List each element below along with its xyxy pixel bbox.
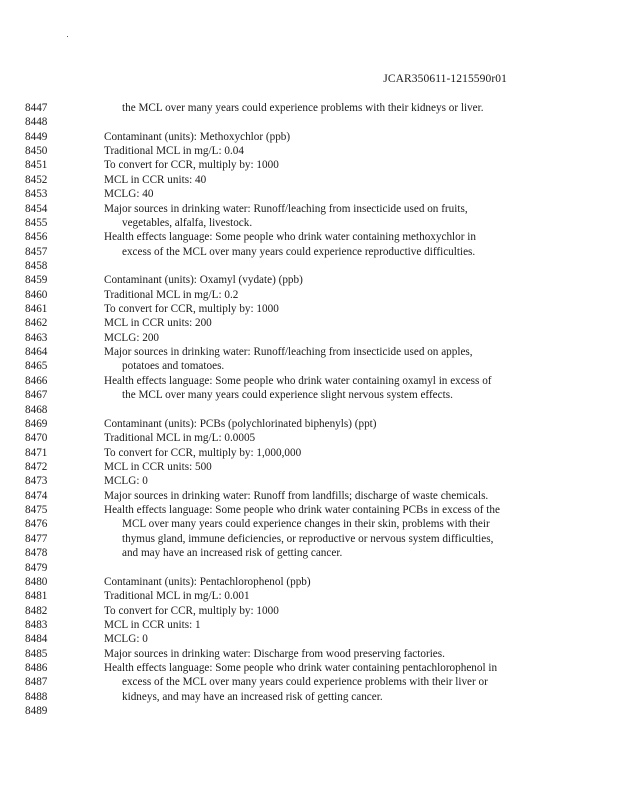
line-number: 8469 <box>25 417 48 430</box>
line-text: MCLG: 40 <box>104 188 154 201</box>
line-text: the MCL over many years could experience problems with their kidneys or liver. <box>122 102 484 114</box>
scan-speck <box>67 36 68 37</box>
line-text: Health effects language: Some people who drink water containing PCBs in excess of the <box>104 504 500 517</box>
document-line <box>0 101 619 115</box>
line-number: 8461 <box>25 303 48 316</box>
line-number: 8478 <box>25 547 48 560</box>
line-number: 8480 <box>25 575 48 588</box>
document-line <box>0 503 619 517</box>
line-text: and may have an increased risk of getting cancer. <box>122 547 343 560</box>
document-line <box>0 302 619 316</box>
line-text: Health effects language: Some people who drink water containing methoxychlor in <box>104 231 476 244</box>
document-line <box>0 316 619 330</box>
line-number: 8447 <box>25 102 48 114</box>
line-text: Major sources in drinking water: Discharge from wood preserving factories. <box>104 647 445 660</box>
line-number: 8483 <box>25 618 48 631</box>
document-line <box>0 704 619 718</box>
document-line <box>0 144 619 158</box>
line-number: 8488 <box>25 690 48 703</box>
line-number: 8448 <box>25 116 48 129</box>
line-number: 8473 <box>25 475 48 488</box>
line-text: potatoes and tomatoes. <box>122 360 225 373</box>
line-number: 8489 <box>25 705 48 718</box>
line-number: 8471 <box>25 446 48 459</box>
line-text: MCLG: 0 <box>104 633 148 646</box>
line-number: 8470 <box>25 432 48 445</box>
document-body <box>0 101 619 718</box>
line-number: 8459 <box>25 274 48 287</box>
document-line <box>0 273 619 287</box>
document-line <box>0 374 619 388</box>
document-line <box>0 647 619 661</box>
line-number: 8449 <box>25 130 48 143</box>
document-line <box>0 589 619 603</box>
line-number: 8487 <box>25 676 48 689</box>
document-line <box>0 632 619 646</box>
line-text: thymus gland, immune deficiencies, or reproductive or nervous system difficulties, <box>122 532 494 545</box>
line-text: To convert for CCR, multiply by: 1,000,000 <box>104 446 302 459</box>
document-line <box>0 474 619 488</box>
line-text: Health effects language: Some people who drink water containing oxamyl in excess of <box>104 374 492 387</box>
line-number: 8476 <box>25 518 48 531</box>
document-line <box>0 245 619 259</box>
line-number: 8464 <box>25 346 48 359</box>
document-line <box>0 431 619 445</box>
line-text: MCL in CCR units: 200 <box>104 317 212 330</box>
line-text: MCLG: 200 <box>104 331 160 344</box>
line-text: excess of the MCL over many years could experience reproductive difficulties. <box>122 245 476 258</box>
line-number: 8484 <box>25 633 48 646</box>
line-text: Traditional MCL in mg/L: 0.2 <box>104 288 239 301</box>
document-line <box>0 173 619 187</box>
line-text: MCL in CCR units: 40 <box>104 173 207 186</box>
line-number: 8465 <box>25 360 48 373</box>
line-text: To convert for CCR, multiply by: 1000 <box>104 159 279 172</box>
line-text: Major sources in drinking water: Runoff from landfills; discharge of waste chemicals. <box>104 489 489 502</box>
line-text: Major sources in drinking water: Runoff/leaching from insecticide used on fruits, <box>104 202 468 215</box>
line-number: 8455 <box>25 216 48 229</box>
document-line <box>0 403 619 417</box>
document-line <box>0 158 619 172</box>
line-number: 8468 <box>25 403 48 416</box>
line-text: To convert for CCR, multiply by: 1000 <box>104 303 279 316</box>
document-line <box>0 230 619 244</box>
document-line <box>0 489 619 503</box>
line-number: 8458 <box>25 259 48 272</box>
line-number: 8479 <box>25 561 48 574</box>
document-line <box>0 561 619 575</box>
document-line <box>0 604 619 618</box>
line-text: Major sources in drinking water: Runoff/leaching from insecticide used on apples, <box>104 346 473 359</box>
line-text: Contaminant (units): Pentachlorophenol (ppb) <box>104 575 311 588</box>
line-number: 8453 <box>25 188 48 201</box>
line-number: 8466 <box>25 374 48 387</box>
line-text: Contaminant (units): Methoxychlor (ppb) <box>104 130 291 143</box>
line-text: MCL over many years could experience changes in their skin, problems with their <box>122 518 490 531</box>
document-line <box>0 259 619 273</box>
document-line <box>0 202 619 216</box>
line-text: excess of the MCL over many years could experience problems with their liver or <box>122 676 488 689</box>
line-number: 8454 <box>25 202 48 215</box>
document-line <box>0 417 619 431</box>
line-number: 8474 <box>25 489 48 502</box>
line-number: 8485 <box>25 647 48 660</box>
document-line <box>0 618 619 632</box>
line-number: 8452 <box>25 173 48 186</box>
document-line <box>0 690 619 704</box>
line-number: 8475 <box>25 504 48 517</box>
line-number: 8482 <box>25 604 48 617</box>
line-text: MCL in CCR units: 500 <box>104 460 212 473</box>
document-line <box>0 345 619 359</box>
line-number: 8477 <box>25 532 48 545</box>
document-line <box>0 546 619 560</box>
line-number: 8451 <box>25 159 48 172</box>
document-line <box>0 216 619 230</box>
line-text: Health effects language: Some people who drink water containing pentachlorophenol in <box>104 662 498 675</box>
document-id-header: JCAR350611-1215590r01 <box>383 73 507 85</box>
document-line <box>0 460 619 474</box>
line-text: Contaminant (units): Oxamyl (vydate) (ppb) <box>104 274 303 287</box>
line-number: 8462 <box>25 317 48 330</box>
document-line <box>0 288 619 302</box>
line-number: 8486 <box>25 662 48 675</box>
document-line <box>0 331 619 345</box>
line-text: Traditional MCL in mg/L: 0.04 <box>104 145 244 158</box>
document-line <box>0 532 619 546</box>
document-line <box>0 130 619 144</box>
document-line <box>0 359 619 373</box>
line-text: the MCL over many years could experience slight nervous system effects. <box>122 389 453 402</box>
document-line <box>0 575 619 589</box>
document-line <box>0 675 619 689</box>
line-text: Traditional MCL in mg/L: 0.0005 <box>104 432 256 445</box>
line-text: kidneys, and may have an increased risk of getting cancer. <box>122 690 383 703</box>
document-line <box>0 388 619 402</box>
line-text: MCL in CCR units: 1 <box>104 618 201 631</box>
document-line <box>0 446 619 460</box>
line-text: vegetables, alfalfa, livestock. <box>122 216 253 229</box>
line-number: 8463 <box>25 331 48 344</box>
line-number: 8481 <box>25 590 48 603</box>
line-text: Traditional MCL in mg/L: 0.001 <box>104 590 250 603</box>
document-line <box>0 115 619 129</box>
document-line <box>0 187 619 201</box>
line-number: 8457 <box>25 245 48 258</box>
line-number: 8467 <box>25 389 48 402</box>
line-number: 8456 <box>25 231 48 244</box>
line-text: MCLG: 0 <box>104 475 148 488</box>
line-text: To convert for CCR, multiply by: 1000 <box>104 604 279 617</box>
line-text: Contaminant (units): PCBs (polychlorinated biphenyls) (ppt) <box>104 417 377 430</box>
document-line <box>0 517 619 531</box>
line-number: 8450 <box>25 145 48 158</box>
line-number: 8472 <box>25 460 48 473</box>
line-number: 8460 <box>25 288 48 301</box>
document-line <box>0 661 619 675</box>
